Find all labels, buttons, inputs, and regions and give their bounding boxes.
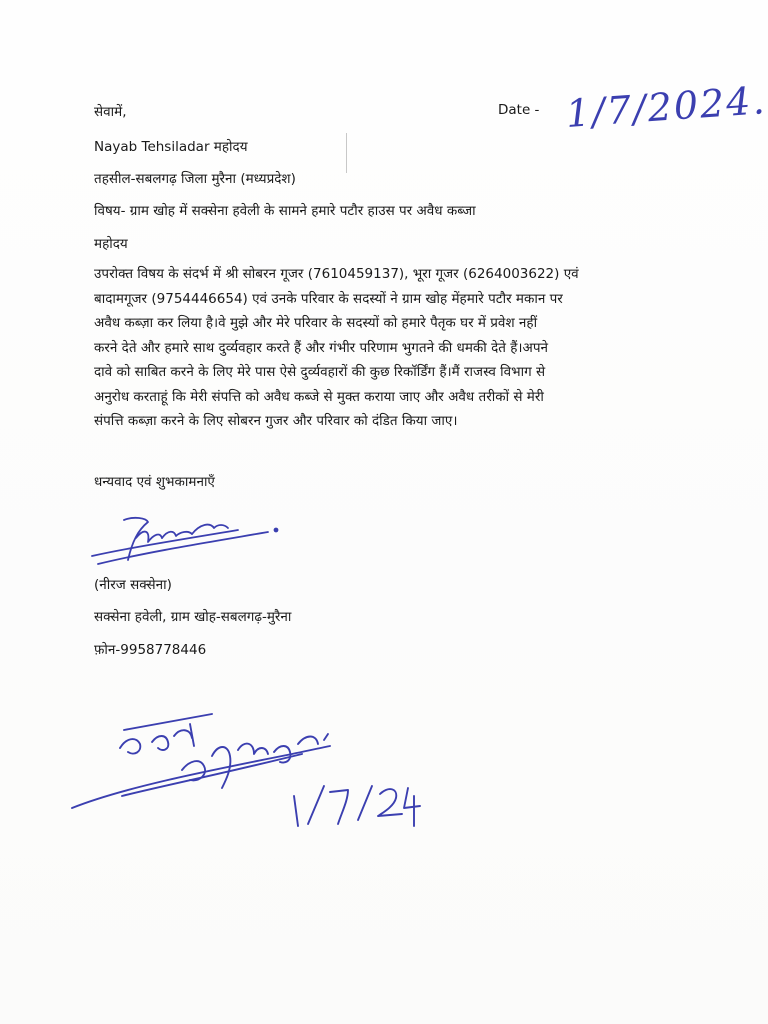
sender-name: (नीरज सक्सेना) [94,577,172,593]
subject-line: विषय- ग्राम खोह में सक्सेना हवेली के सामने हमारे पटौर हाउस पर अवैध कब्जा [94,203,476,219]
official-endorsement [62,700,422,840]
body-line: उपरोक्त विषय के संदर्भ में श्री सोबरन गूजर (7610459137), भूरा गूजर (6264003622) एवं [94,266,579,282]
sender-phone: फ़ोन-9958778446 [94,642,207,658]
body-line: अनुरोध करताहूं कि मेरी संपत्ति को अवैध कब्जे से मुक्त कराया जाए और अवैध तरीकों से मेरी [94,388,544,405]
sender-address: सक्सेना हवेली, ग्राम खोह-सबलगढ़-मुरैना [94,609,292,625]
body-line: दावे को साबित करने के लिए मेरे पास ऐसे दुर्व्यवहारों की कुछ रिकॉर्डिंग हैं।मैं राजस्व विभाग से [94,364,546,380]
sender-signature [88,508,288,578]
salutation: सेवामें, [94,104,127,120]
recipient: Nayab Tehsiladar महोदय [94,139,248,155]
body-line: करने देते और हमारे साथ दुर्व्यवहार करते हैं और गंभीर परिणाम भुगतने की धमकी देते हैं।अपने [94,339,548,356]
body-line: अवैध कब्ज़ा कर लिया है।वे मुझे और मेरे परिवार के सदस्यों को हमारे पैतृक घर में प्रवेश नहीं [94,315,538,331]
letter-body [94,262,634,434]
closing: धन्यवाद एवं शुभकामनाएँ [94,474,215,490]
date-label: Date - [498,102,540,118]
body-line: संपत्ति कब्ज़ा करने के लिए सोबरन गुजर और परिवार को दंडित किया जाए। [94,413,458,429]
body-line: बादामगूजर (9754446654) एवं उनके परिवार के सदस्यों ने ग्राम खोह मेंहमारे पटौर मकान पर [94,290,563,307]
handwritten-date: 1/7/2024. [564,78,768,136]
recipient-address: तहसील-सबलगढ़ जिला मुरैना (मध्यप्रदेश) [94,171,296,187]
greeting: महोदय [94,236,128,252]
divider-line [346,133,347,173]
